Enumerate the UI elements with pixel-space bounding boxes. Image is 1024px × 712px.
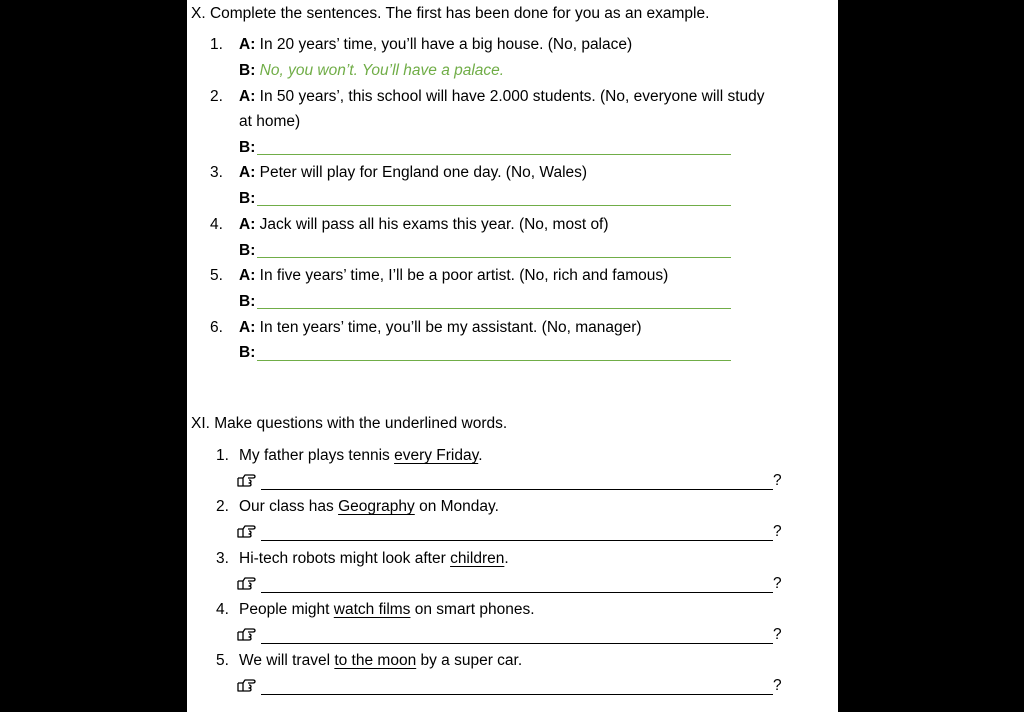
question-mark: ?: [773, 523, 782, 540]
x-item-1-a-text: In 20 years’ time, you’ll have a big house. (No, palace): [259, 36, 633, 53]
xi-item-2-sentence: [239, 497, 499, 517]
xi-item-5-post: by a super car.: [416, 652, 523, 669]
x-item-2-answer-line[interactable]: [257, 154, 731, 155]
xi-item-4-post: on smart phones.: [410, 601, 535, 618]
xi-item-3-number: 3.: [216, 550, 229, 567]
xi-item-4-sentence: [239, 600, 535, 620]
x-item-4-question: [239, 215, 609, 235]
xi-item-2-pre: Our class has: [239, 498, 339, 515]
x-item-5-a-text: In five years’ time, I’ll be a poor artist. (No, rich and famous): [259, 267, 669, 284]
pointing-hand-icon: [237, 472, 257, 488]
xi-item-1-underlined: every Friday: [394, 447, 479, 464]
a-label: A:: [239, 164, 256, 181]
xi-item-1-answer-line[interactable]: [261, 489, 773, 490]
xi-item-5-answer-line[interactable]: [261, 694, 773, 695]
xi-item-1-post: .: [478, 447, 483, 464]
pointing-hand-icon: [237, 523, 257, 539]
question-mark: ?: [773, 626, 782, 643]
a-label: A:: [239, 267, 256, 284]
x-item-3-answer-line[interactable]: [257, 205, 731, 206]
worksheet-page: [187, 0, 838, 712]
xi-item-3-underlined: children: [450, 550, 505, 567]
xi-item-4-number: 4.: [216, 601, 229, 618]
x-item-5-answer-line[interactable]: [257, 308, 731, 309]
xi-item-5-number: 5.: [216, 652, 229, 669]
x-item-5-question: [239, 266, 668, 286]
pointing-hand-icon: [237, 677, 257, 693]
b-label: B:: [239, 62, 256, 79]
xi-item-5-pre: We will travel: [239, 652, 335, 669]
x-item-3-question: [239, 163, 587, 183]
xi-item-5-underlined: to the moon: [334, 652, 417, 669]
xi-item-3-pre: Hi-tech robots might look after: [239, 550, 451, 567]
section-x-heading: X. Complete the sentences. The first has been done for you as an example.: [191, 5, 710, 22]
b-label: B:: [239, 139, 256, 156]
x-item-2-a-text: In 50 years’, this school will have 2.000 students. (No, everyone will study: [259, 88, 765, 105]
xi-item-2-answer-line[interactable]: [261, 540, 773, 541]
question-mark: ?: [773, 575, 782, 592]
x-item-3-number: 3.: [210, 164, 223, 181]
xi-item-3-sentence: [239, 549, 509, 569]
xi-item-4-answer-line[interactable]: [261, 643, 773, 644]
x-item-1-b-answer: No, you won’t. You’ll have a palace.: [259, 62, 505, 79]
question-mark: ?: [773, 472, 782, 489]
a-label: A:: [239, 36, 256, 53]
x-item-1-question: [239, 35, 632, 55]
question-mark: ?: [773, 677, 782, 694]
xi-item-1-number: 1.: [216, 447, 229, 464]
xi-item-2-post: on Monday.: [414, 498, 499, 515]
x-item-1-answer: [239, 61, 504, 81]
b-label: B:: [239, 344, 256, 361]
x-item-6-question: [239, 318, 642, 338]
x-item-4-answer-line[interactable]: [257, 257, 731, 258]
pointing-hand-icon: [237, 626, 257, 642]
x-item-6-answer-line[interactable]: [257, 360, 731, 361]
xi-item-3-post: .: [504, 550, 509, 567]
b-label: B:: [239, 242, 256, 259]
x-item-2-number: 2.: [210, 88, 223, 105]
b-label: B:: [239, 293, 256, 310]
xi-item-1-pre: My father plays tennis: [239, 447, 395, 464]
xi-item-5-sentence: [239, 651, 522, 671]
x-item-3-a-text: Peter will play for England one day. (No, Wales): [259, 164, 588, 181]
xi-item-4-underlined: watch films: [333, 601, 411, 618]
xi-item-2-underlined: Geography: [338, 498, 415, 515]
x-item-6-number: 6.: [210, 319, 223, 336]
a-label: A:: [239, 88, 256, 105]
b-label: B:: [239, 190, 256, 207]
pointing-hand-icon: [237, 575, 257, 591]
x-item-6-a-text: In ten years’ time, you’ll be my assistant. (No, manager): [259, 319, 642, 336]
xi-item-4-pre: People might: [239, 601, 334, 618]
xi-item-3-answer-line[interactable]: [261, 592, 773, 593]
xi-item-2-number: 2.: [216, 498, 229, 515]
x-item-1-number: 1.: [210, 36, 223, 53]
x-item-4-number: 4.: [210, 216, 223, 233]
x-item-2-question: [239, 87, 765, 107]
section-xi-heading: XI. Make questions with the underlined words.: [191, 415, 508, 432]
x-item-4-a-text: Jack will pass all his exams this year. (No, most of): [259, 216, 609, 233]
x-item-2-a-text-cont: at home): [239, 113, 301, 130]
a-label: A:: [239, 319, 256, 336]
xi-item-1-sentence: [239, 446, 483, 466]
x-item-5-number: 5.: [210, 267, 223, 284]
a-label: A:: [239, 216, 256, 233]
